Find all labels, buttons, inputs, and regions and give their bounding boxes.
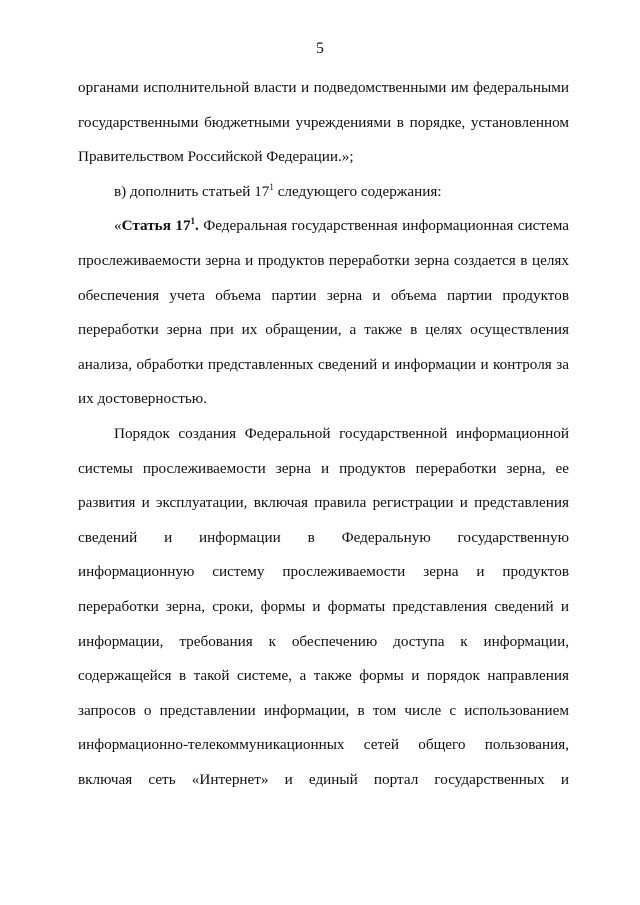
article-heading: Статья 17	[121, 217, 191, 235]
article-heading-superscript: 1	[190, 216, 196, 227]
paragraph-procedure: Порядок создания Федеральной государственной информационной системы прослеживаемости зерна и продуктов переработки зерна, ее развития и эксплуатации, включая правила регистрации и представления сведений и информации в Федеральную государственную информационную систему прослеживаемости зерна и продуктов переработки зерна, сроки, формы и форматы представления сведений и информации, требования к обеспечению доступа к информации, содержащейся в такой системе, а также формы и порядок направления запросов о представлении информации, в том числе с использованием информационно-телекоммуникационных сетей общего пользования, включая сеть «Интернет» и единый портал государственных и	[78, 424, 569, 788]
page-number: 5	[316, 40, 324, 57]
paragraph-article-17-1	[78, 209, 569, 417]
article-superscript: 1	[269, 181, 274, 192]
paragraph-continuation: органами исполнительной власти и подведомственными им федеральными государственными бюджетными учреждениями в порядке, установленном Правительством Российской Федерации.»;	[78, 79, 569, 166]
article-body-text: Федеральная государственная информационная система прослеживаемости зерна и продуктов переработки зерна создается в целях обеспечения учета объема партии зерна и объема партии продуктов переработки зерна при их обращении, а также в целях осуществления анализа, обработки представленных сведений и информации и контроля за их достоверностью.	[78, 217, 570, 408]
amendment-intro-tail: следующего содержания:	[273, 182, 442, 200]
document-body	[78, 71, 569, 797]
amendment-intro-text: в) дополнить статьей 17	[114, 182, 270, 200]
article-heading-dot: .	[195, 217, 199, 235]
open-quote: «	[114, 217, 122, 235]
paragraph-amendment-intro	[78, 175, 569, 210]
